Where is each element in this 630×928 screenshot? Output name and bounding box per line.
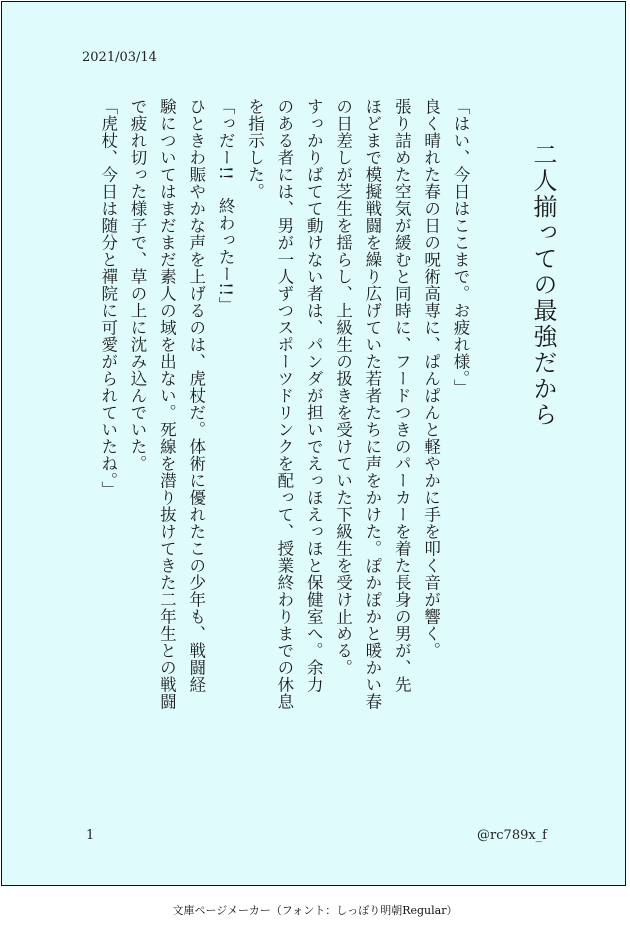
body-text <box>93 98 475 803</box>
paragraph-line: 験についてはまだまだ素人の域を出ない。死線を潜り抜けてきた二年生との戦闘 <box>157 98 177 710</box>
paragraph-line: すっかりばてて動けない者は、パンダが担いでえっほえっほと保健室へ。余力 <box>304 98 324 693</box>
book-page <box>1 1 626 886</box>
page-number: 1 <box>86 828 95 843</box>
paragraph-line: 良く晴れた春の日の呪術高専に、ぱんぱんと軽やかに手を叩く音が響く。 <box>421 98 441 659</box>
generator-caption: 文庫ページメーカー（フォント：しっぽり明朝Regular） <box>172 904 458 917</box>
paragraph-line: を指示した。 <box>245 98 265 200</box>
paragraph-line: で疲れ切った様子で、草の上に沈み込んでいた。 <box>128 98 148 472</box>
paragraph-line: 「っだー!! 終わったー!!」 <box>216 98 236 314</box>
paragraph-line: ひときわ賑やかな声を上げるのは、虎杖だ。体術に優れたこの少年も、戦闘経 <box>186 98 206 693</box>
author-handle: @rc789x_f <box>477 828 547 843</box>
paragraph-line: ほどまで模擬戦闘を繰り広げていた若者たちに声をかけた。ぽかぽかと暖かい春 <box>362 98 382 710</box>
paragraph-line: のある者には、男が一人ずつスポーツドリンクを配って、授業終わりまでの休息 <box>274 98 294 710</box>
paragraph-line: 「はい、今日はここまで。お疲れ様。」 <box>451 98 470 396</box>
paragraph-line: の日差しが芝生を揺らし、上級生の扱きを受けていた下級生を受け止める。 <box>333 98 353 676</box>
paragraph-line: 張り詰めた空気が緩むと同時に、フードつきのパーカーを着た長身の男が、先 <box>392 98 412 693</box>
paragraph-line: 「虎杖、今日は随分と禪院に可愛がられていたね。」 <box>98 98 118 498</box>
page-title: 二人揃っての最強だから <box>529 142 557 428</box>
page-date: 2021/03/14 <box>82 50 157 65</box>
